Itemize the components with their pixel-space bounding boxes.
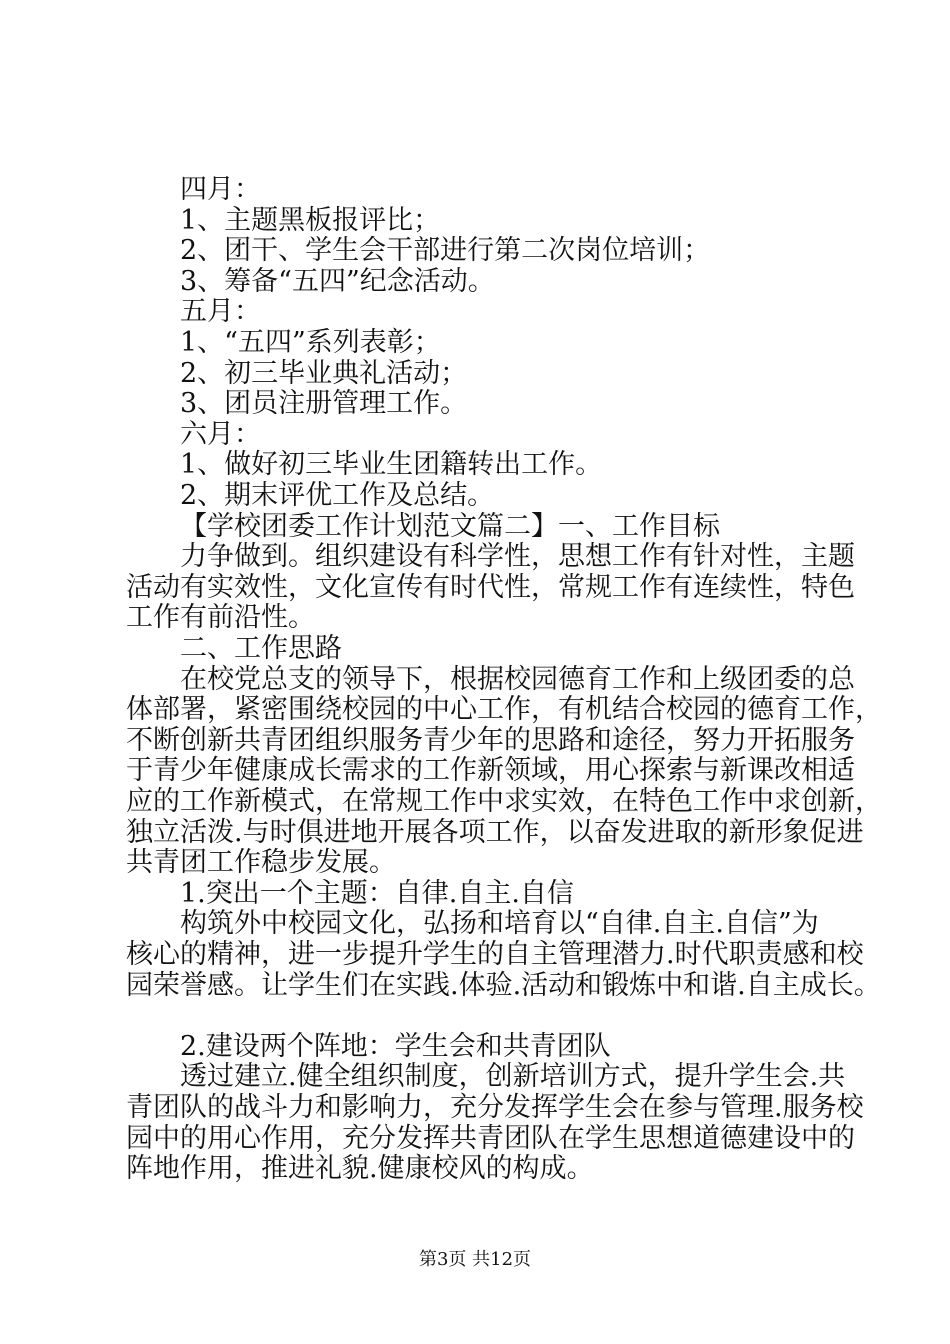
paragraph-line: 阵地作用，推进礼貌.健康校风的构成。 — [126, 1153, 594, 1184]
list-item: 3、筹备“五四”纪念活动。 — [180, 266, 495, 297]
paragraph-line: 不断创新共青团组织服务青少年的思路和途径，努力开拓服务 — [126, 725, 855, 756]
paragraph-line: 园中的用心作用，充分发挥共青团队在学生思想道德建设中的 — [126, 1123, 855, 1154]
paragraph-line: 共青团工作稳步发展。 — [126, 847, 396, 878]
paragraph-line: 活动有实效性，文化宣传有时代性，常规工作有连续性，特色 — [126, 572, 855, 603]
paragraph-line: 青团队的战斗力和影响力，充分发挥学生会在参与管理.服务校 — [126, 1092, 864, 1123]
list-item: 1、主题黑板报评比； — [180, 205, 441, 236]
paragraph-line: 独立活泼.与时俱进地开展各项工作，以奋发进取的新形象促进 — [126, 817, 864, 848]
section-heading: 二、工作思路 — [180, 633, 342, 664]
heading-april: 四月： — [180, 174, 261, 205]
paragraph-line: 园荣誉感。让学生们在实践.体验.活动和锻炼中和谐.自主成长。 — [126, 970, 881, 1001]
heading-june: 六月： — [180, 419, 261, 450]
page-footer: 第3页 共12页 — [418, 1249, 532, 1270]
paragraph-line: 在校党总支的领导下，根据校园德育工作和上级团委的总 — [180, 664, 855, 695]
paragraph-line: 体部署，紧密围绕校园的中心工作，有机结合校园的德育工作， — [126, 694, 882, 725]
list-item: 1、“五四”系列表彰； — [180, 327, 441, 358]
paragraph-line: 透过建立.健全组织制度，创新培训方式，提升学生会.共 — [180, 1061, 846, 1092]
heading-may: 五月： — [180, 296, 261, 327]
subsection-heading: 2.建设两个阵地：学生会和共青团队 — [180, 1031, 611, 1062]
paragraph-line: 构筑外中校园文化，弘扬和培育以“自律.自主.自信”为 — [180, 908, 819, 939]
paragraph-line: 工作有前沿性。 — [126, 602, 315, 633]
list-item: 2、初三毕业典礼活动； — [180, 358, 468, 389]
section-title: 【学校团委工作计划范文篇二】一、工作目标 — [180, 511, 720, 542]
subsection-heading: 1.突出一个主题：自律.自主.自信 — [180, 878, 574, 909]
list-item: 3、团员注册管理工作。 — [180, 388, 468, 419]
paragraph-line: 力争做到。组织建设有科学性，思想工作有针对性，主题 — [180, 541, 855, 572]
list-item: 2、团干、学生会干部进行第二次岗位培训； — [180, 235, 711, 266]
list-item: 2、期末评优工作及总结。 — [180, 480, 495, 511]
paragraph-line: 于青少年健康成长需求的工作新领域，用心探索与新课改相适 — [126, 755, 855, 786]
paragraph-line: 应的工作新模式，在常规工作中求实效，在特色工作中求创新， — [126, 786, 882, 817]
paragraph-line: 核心的精神，进一步提升学生的自主管理潜力.时代职责感和校 — [126, 939, 864, 970]
list-item: 1、做好初三毕业生团籍转出工作。 — [180, 449, 603, 480]
